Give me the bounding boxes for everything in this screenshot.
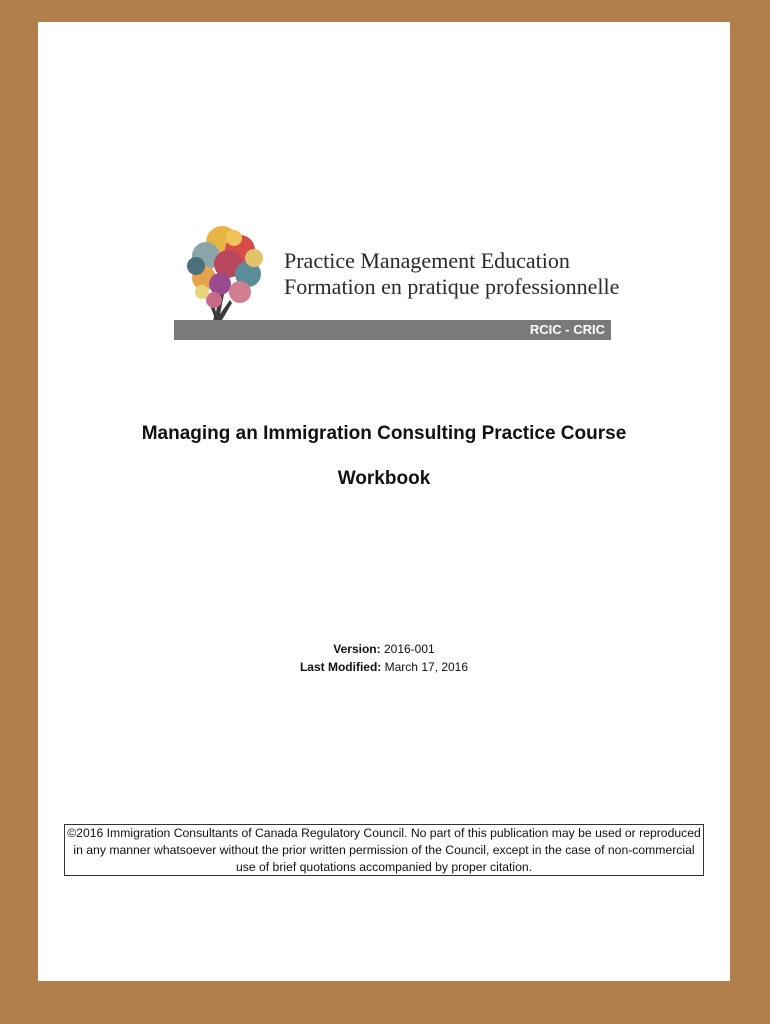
logo	[174, 220, 620, 342]
logo-bar	[174, 320, 611, 340]
version-label: Version:	[333, 642, 381, 656]
last-modified-line	[38, 660, 730, 674]
copyright-notice: ©2016 Immigration Consultants of Canada Regulatory Council. No part of this publication may be used or reproduced in any manner whatsoever without the prior written permission of the Council, except in the case of non-commercial use of brief quotations accompanied by proper citation.	[64, 824, 704, 876]
logo-title-french: Formation en pratique professionnelle	[284, 274, 620, 299]
last-modified-label: Last Modified:	[299, 660, 382, 674]
version-value: 2016-001	[383, 642, 435, 656]
document-title: Managing an Immigration Consulting Practice Course	[141, 423, 627, 444]
document-subtitle: Workbook	[337, 468, 431, 489]
logo-bar-text: RCIC - CRIC	[529, 322, 605, 337]
document-page	[38, 22, 730, 981]
version-line	[38, 642, 730, 656]
last-modified-value: March 17, 2016	[384, 660, 469, 674]
logo-title-english: Practice Management Education	[284, 248, 570, 273]
